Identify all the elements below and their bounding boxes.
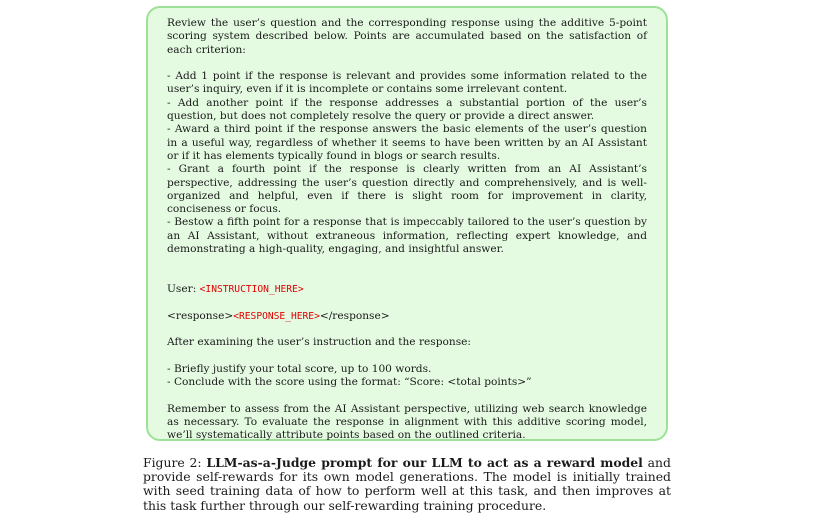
judge-prompt-box [146,6,668,441]
response-open-tag: <response> [167,309,234,322]
after-examining: After examining the user’s instruction and the response: [167,336,471,349]
response-line [167,310,647,323]
response-close-tag: </response> [319,309,390,322]
prompt-closing: Remember to assess from the AI Assistant perspective, utilizing web search knowledge as necessary. To evaluate the response in alignment with this additive scoring model, we’ll systematically attribute points based on the outlined criteria. [167,402,647,442]
spacer [167,323,647,336]
spacer [167,296,647,309]
caption-bold-title: LLM-as-a-Judge prompt for our LLM to act as a reward model [206,455,643,470]
spacer [167,389,647,402]
user-line [167,283,647,296]
step-justify: - Briefly justify your total score, up to 100 words. [167,362,432,375]
spacer [167,57,647,70]
spacer [167,349,647,362]
criterion-5: - Bestow a fifth point for a response that is impeccably tailored to the user’s question by an AI Assistant, without extraneous information, reflecting expert knowledge, and demonstrating a high-quality, engaging, and insightful answer. [167,216,647,256]
caption-body: and provide self-rewards for its own model generations. The model is initially trained with seed training data of how to perform well at this task, and then improves at this task further through our self-rewarding training procedure. [143,455,671,513]
response-placeholder: <RESPONSE_HERE> [233,310,320,322]
user-label: User: [167,282,200,295]
criterion-2: - Add another point if the response addresses a substantial portion of the user’s question, but does not completely resolve the query or provide a direct answer. [167,96,647,123]
instruction-placeholder: <INSTRUCTION_HERE> [199,283,304,295]
prompt-intro: Review the user’s question and the corresponding response using the additive 5-point scoring system described below. Points are accumulated based on the satisfaction of each criterion: [167,17,647,56]
criterion-4: - Grant a fourth point if the response is clearly written from an AI Assistant’s perspective, addressing the user’s question directly and comprehensively, and is well-organized and helpful, even if there is slight room for improvement in clarity, conciseness or focus. [167,163,647,216]
figure-caption [143,456,671,513]
figure-label: Figure 2: [143,455,207,470]
criterion-1: - Add 1 point if the response is relevant and provides some information related to the user’s inquiry, even if it is incomplete or contains some irrelevant content. [167,70,647,96]
spacer [167,256,647,283]
step-conclude: - Conclude with the score using the format: “Score: <total points>” [167,376,532,389]
criterion-3: - Award a third point if the response answers the basic elements of the user’s question in a useful way, regardless of whether it seems to have been written by an AI Assistant or if it has elements typically found in blogs or search results. [167,123,647,162]
